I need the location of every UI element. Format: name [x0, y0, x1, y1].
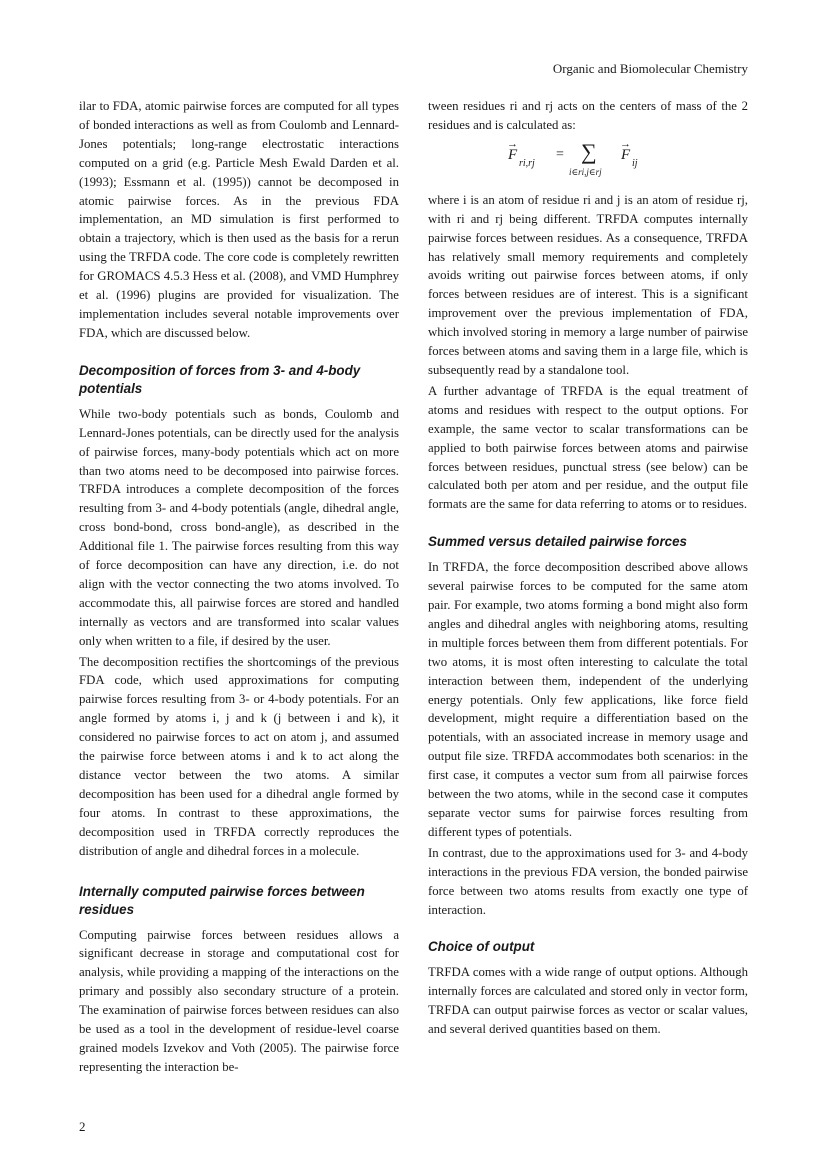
- running-header: Organic and Biomolecular Chemistry: [552, 61, 748, 76]
- paragraph-intro: ilar to FDA, atomic pairwise forces are computed for all types of bonded interactions as well as from Coulomb and Lennard-Jones potentials; long-range electrostatic interactions computed on a grid (e.g. Particle Mesh Ewald Darden et al. (1993); Essmann et al. (1995)) cannot be decomposed in atomic pairwise forces. As in the previous FDA implementation, an MD simulation is first performed to obtain a trajectory, which is then used as the basis for a rerun using the TRFDA code. The core code is completely rewritten for GROMACS 4.5.3 Hess et al. (2008), and VMD Humphrey et al. (1996) plugins are provided for visualization. The implementation includes several notable improvements over FDA, which are discussed below.: [79, 99, 399, 340]
- equation-rhs-subscript: ij: [632, 157, 638, 169]
- equation-sum-symbol: ∑: [581, 138, 597, 164]
- section-heading-decomposition: Decomposition of forces from 3- and 4-body potentials: [79, 362, 361, 396]
- paragraph-internal-forces: Computing pairwise forces between residues allows a significant decrease in storage and computational cost for analysis, while providing a mapping of the interactions on the primary and possibly also secondary structure of a protein. The examination of pairwise forces between residues can also be used as a tool in the development of residue-level coarse grained models Izvekov and Voth (2005). The pairwise force representing the interaction be-: [79, 927, 399, 1074]
- paragraph-decomposition-2: The decomposition rectifies the shortcomings of the previous FDA code, which used approximations for computing pairwise forces resulting from 3- or 4-body potentials. For an angle formed by atoms i, j and k (j between i and k), it considered no pairwise forces to act on atom j, and assumed the pairwise force between atoms i and k to act along the distance vector between the two atoms. A similar decomposition has been used for a dihedral angle formed by four atoms. In contrast to these approximations, the decomposition used in TRFDA correctly reproduces the distribution of angle and dihedral forces in a molecule.: [79, 654, 399, 858]
- paragraph-summed-1: In TRFDA, the force decomposition described above allows several pairwise forces to be computed for the same atom pair. For example, two atoms forming a bond might also form angles and dihedral angles with neighboring atoms, resulting in multiple forces between them from different potentials. For two atoms, it is most often interesting to calculate the total interaction between them, independent of the underlying energy potentials. Only few applications, like force field development, might require a differentiation based on the potentials, with an associated increase in memory usage and output file size. TRFDA accommodates both scenarios: in the first case, it computes a vector sum from all pairwise forces between the two atoms, while in the second case it computes separate vector sums for pairwise forces resulting from different types of potentials.: [428, 560, 748, 839]
- equation-rhs-force: → F: [620, 137, 631, 163]
- vector-arrow: →: [620, 137, 631, 150]
- right-column: [428, 97, 748, 1041]
- equation-sum-limits: i∈ri,j∈rj: [569, 166, 602, 177]
- paragraph-residue-continuation: tween residues ri and rj acts on the centers of mass of the 2 residues and is calculated as:: [428, 99, 748, 132]
- section-heading-internal-forces: Internally computed pairwise forces between residues: [79, 883, 365, 917]
- equation-lhs-subscript: ri,rj: [519, 157, 535, 169]
- equation-equals: =: [556, 146, 564, 162]
- paragraph-where: where i is an atom of residue ri and j is an atom of residue rj, with ri and rj being different. TRFDA computes internally pairwise forces between residues. As a consequence, TRFDA has relatively small memory requirements and completely avoids writing out pairwise forces between atoms, if only forces between residues are of interest. This is a significant improvement over the previous implementation of FDA, which involved storing in memory a large number of pairwise forces between atoms and saving them in a large file, which is subsequently read by a standalone tool.: [428, 192, 748, 377]
- section-heading-output: Choice of output: [428, 939, 535, 955]
- vector-arrow: →: [507, 137, 518, 150]
- page-number: 2: [79, 1119, 86, 1134]
- paragraph-advantage: A further advantage of TRFDA is the equal treatment of atoms and residues with respect to the output options. For example, the same vector to scalar transformations can be applied to both pairwise forces between atoms and pairwise forces between residues, punctual stress (see below) can be calculated both per atom and per residue, and the output file formats are the same for data referring to atoms or to residues.: [428, 383, 748, 512]
- paragraph-output: TRFDA comes with a wide range of output options. Although internally forces are calculated and stored only in vector form, TRFDA can output pairwise forces as vector or scalar values, and several derived quantities based on them.: [428, 965, 748, 1037]
- paragraph-summed-2: In contrast, due to the approximations used for 3- and 4-body interactions in the previous FDA version, the bonded pairwise force between two atoms results from exactly one type of interaction.: [428, 845, 748, 917]
- equation-residue-force: [428, 139, 748, 185]
- paragraph-decomposition-1: While two-body potentials such as bonds, Coulomb and Lennard-Jones potentials, can be directly used for the analysis of pairwise forces, many-body potentials which act on more than two atoms need to be decomposed into pairwise forces. TRFDA introduces a complete decomposition of the forces resulting from 3- and 4-body potentials (angle, dihedral angle, cross bond-bond, cross bond-angle), as described in the Additional file 1. The pairwise forces resulting from this way of force decomposition can have any direction, i.e. do not align with the vector connecting the two atoms involved. To accommodate this, all pairwise forces are stored and handled internally as vectors and are transformed into scalar values only when written to a file, if desired by the user.: [79, 406, 399, 648]
- left-column: [79, 97, 399, 1079]
- equation-lhs-force: → F: [507, 137, 518, 163]
- section-heading-summed-detailed: Summed versus detailed pairwise forces: [428, 534, 687, 550]
